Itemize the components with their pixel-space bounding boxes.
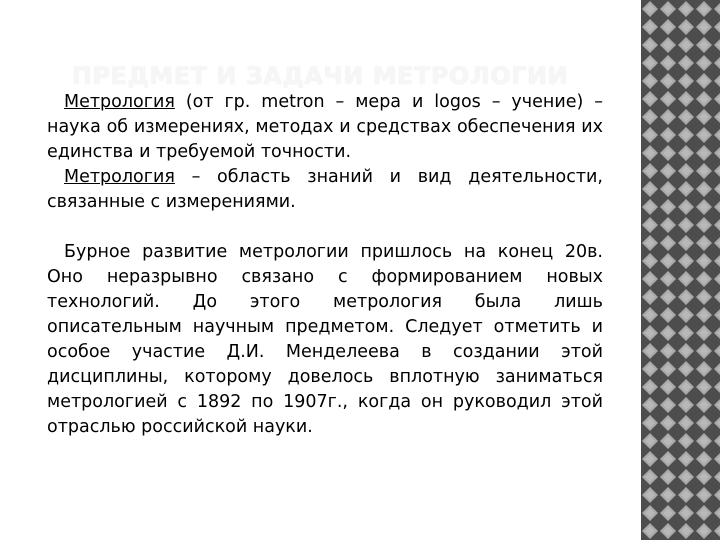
decorative-pattern-strip: [641, 0, 720, 540]
diamond-pattern-icon: [641, 0, 720, 540]
slide-title: ПРЕДМЕТ И ЗАДАЧИ МЕТРОЛОГИИ: [71, 62, 569, 90]
definition-text-2: – область знаний и вид деятельности, связанные с измерениями.: [47, 167, 603, 212]
definition-paragraph-1: [47, 90, 603, 165]
slide-body: [47, 90, 603, 440]
definition-paragraph-2: [47, 165, 603, 215]
history-paragraph: Бурное развитие метрологии пришлось на конец 20в. Оно неразрывно связано с формированием новых технологий. До этого метрология была лишь описательным научным предметом. Следует отметить и особое участие Д.И. Менделеева в создании этой дисциплины, которому довелось вплотную заниматься метрологией с 1892 по 1907г., когда он руководил этой отраслью российской науки.: [47, 242, 603, 437]
definition-text-1: (от гр. metron – мера и logos – учение) – наука об измерениях, методах и средствах обеспечения их единства и требуемой точности.: [47, 92, 603, 162]
term-metrology: Метрология: [64, 92, 175, 112]
term-metrology: Метрология: [64, 167, 175, 187]
